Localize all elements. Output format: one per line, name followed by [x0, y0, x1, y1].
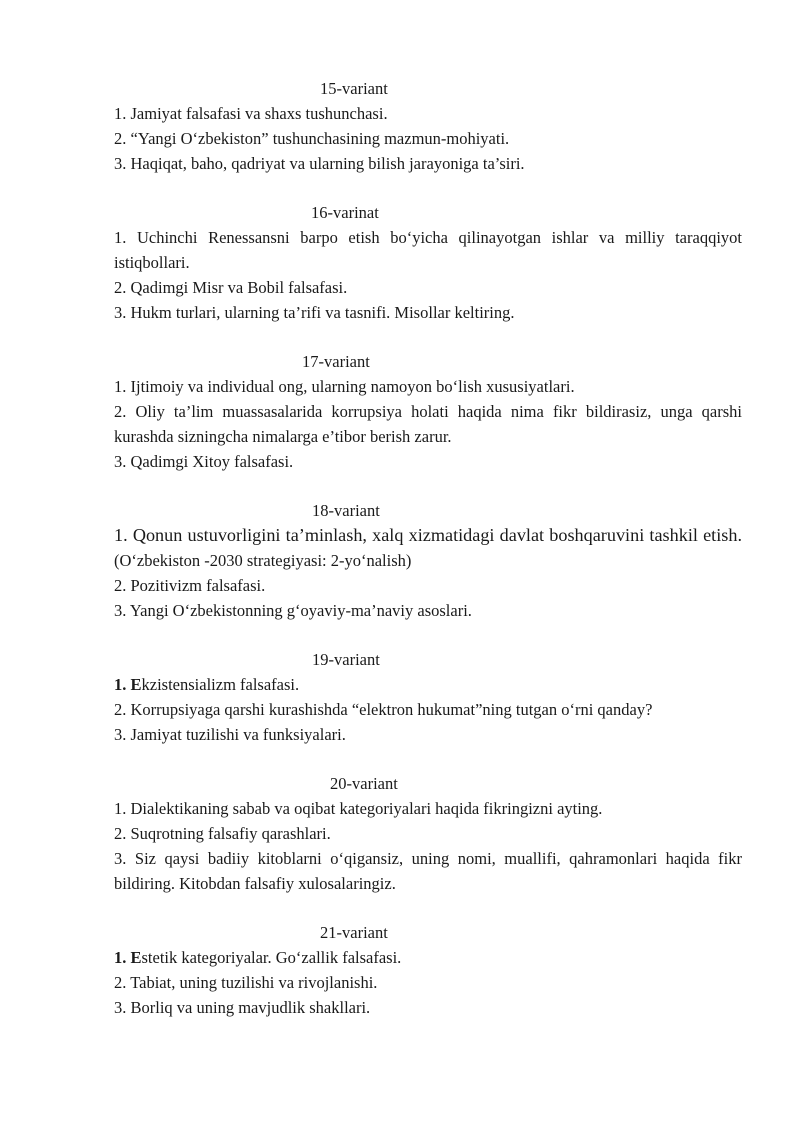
question-item: 2. “Yangi O‘zbekiston” tushunchasining mazmun-mohiyati.: [114, 129, 510, 148]
question-initial: E: [130, 948, 142, 967]
document-page: [114, 76, 742, 1044]
question-item: 3. Qadimgi Xitoy falsafasi.: [114, 452, 294, 471]
question-text: stetik kategoriyalar. Go‘zallik falsafasi.: [141, 948, 402, 967]
question-item: 2. Qadimgi Misr va Bobil falsafasi.: [114, 278, 348, 297]
question-item: 1. Jamiyat falsafasi va shaxs tushunchasi.: [114, 104, 388, 123]
variant-20: [114, 771, 742, 896]
question-item: [114, 523, 742, 573]
question-item: 3. Haqiqat, baho, qadriyat va ularning bilish jarayoniga ta’siri.: [114, 154, 525, 173]
question-item: 3. Yangi O‘zbekistonning g‘oyaviy-ma’naviy asoslari.: [114, 601, 472, 620]
variant-19: [114, 647, 742, 747]
question-item: 2. Oliy ta’lim muassasalarida korrupsiya holati haqida nima fikr bildirasiz, unga qarshi kurashda sizningcha nimalarga e’tibor berish zarur.: [114, 402, 742, 446]
question-number: 1.: [114, 675, 127, 694]
variant-heading: 17-variant: [302, 352, 370, 371]
question-item: 2. Suqrotning falsafiy qarashlari.: [114, 824, 331, 843]
question-item: [114, 945, 742, 970]
question-item: 1. Uchinchi Renessansni barpo etish bo‘yicha qilinayotgan ishlar va milliy taraqqiyot istiqbollari.: [114, 228, 742, 272]
variant-18: [114, 498, 742, 623]
question-item: 2. Tabiat, uning tuzilishi va rivojlanishi.: [114, 973, 378, 992]
variant-15: [114, 76, 742, 176]
question-item: 3. Borliq va uning mavjudlik shakllari.: [114, 998, 371, 1017]
variant-heading: 15-variant: [320, 79, 388, 98]
variant-17: [114, 349, 742, 474]
question-item: 3. Hukm turlari, ularning ta’rifi va tasnifi. Misollar keltiring.: [114, 303, 515, 322]
question-note: (O‘zbekiston -2030 strategiyasi: 2-yo‘nalish): [114, 551, 412, 570]
variant-heading: 20-variant: [330, 774, 398, 793]
variant-heading: 21-variant: [320, 923, 388, 942]
question-initial: E: [130, 675, 142, 694]
question-text: 1. Qonun ustuvorligini ta’minlash, xalq xizmatidagi davlat boshqaruvini tashkil etish.: [114, 525, 742, 545]
question-item: 2. Korrupsiyaga qarshi kurashishda “elektron hukumat”ning tutgan o‘rni qanday?: [114, 700, 653, 719]
question-item: 1. Dialektikaning sabab va oqibat kategoriyalari haqida fikringizni ayting.: [114, 799, 603, 818]
question-number: 1.: [114, 948, 127, 967]
variant-21: [114, 920, 742, 1020]
variant-16: [114, 200, 742, 325]
question-item: 1. Ijtimoiy va individual ong, ularning namoyon bo‘lish xususiyatlari.: [114, 377, 575, 396]
question-item: 2. Pozitivizm falsafasi.: [114, 576, 266, 595]
question-item: [114, 672, 742, 697]
question-text: kzistensializm falsafasi.: [141, 675, 300, 694]
question-item: 3. Siz qaysi badiiy kitoblarni o‘qigansiz, uning nomi, muallifi, qahramonlari haqida fikr bildiring. Kitobdan falsafiy xulosalaringiz.: [114, 849, 742, 893]
variant-heading: 16-varinat: [311, 203, 379, 222]
variant-heading: 19-variant: [312, 650, 380, 669]
variant-heading: 18-variant: [312, 501, 380, 520]
question-item: 3. Jamiyat tuzilishi va funksiyalari.: [114, 725, 346, 744]
